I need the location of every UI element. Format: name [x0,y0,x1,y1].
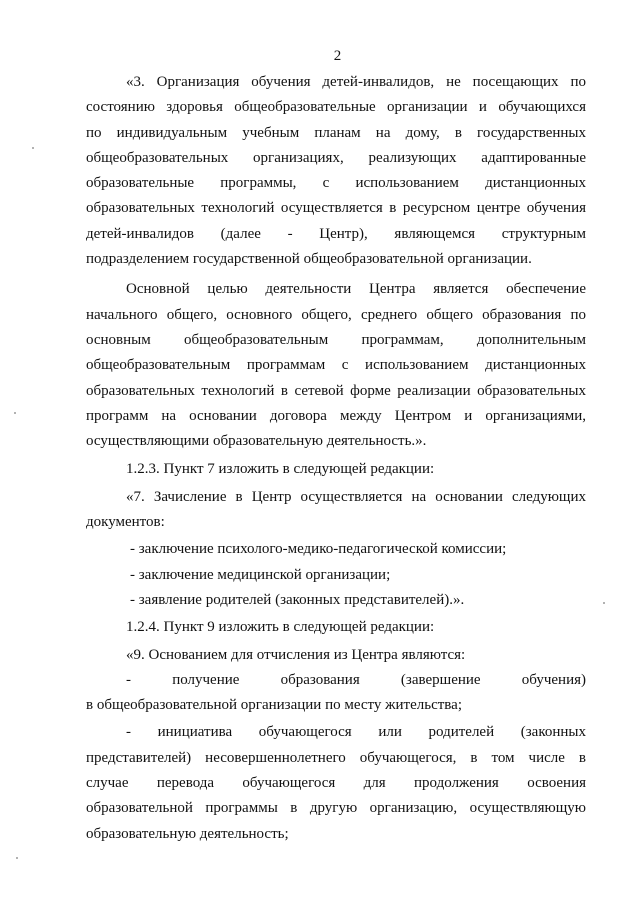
text-line: представителей) несовершеннолетнего обучающегося, в том числе в [86,749,586,766]
text-line: - инициатива обучающегося или родителей (законных [126,724,586,741]
text-line: осуществляющими образовательную деятельность.». [86,433,427,450]
text-line: - получение образования (завершение обучения) [126,671,586,688]
text-line: 1.2.3. Пункт 7 изложить в следующей редакции: [126,461,435,478]
text-line: образовательных технологий в сетевой форме реализации образовательных [86,382,586,399]
text-line: - заявление родителей (законных представителей).». [130,591,465,608]
text-line: - заключение психолого-медико-педагогической комиссии; [130,541,507,558]
text-line: начального общего, основного общего, среднего общего образования по [86,306,586,323]
text-line: детей-инвалидов (далее - Центр), являющемся структурным [86,225,586,242]
text-line: образовательных технологий осуществляется в ресурсном центре обучения [86,200,586,217]
scan-speck [32,147,34,149]
text-line: документов: [86,514,165,531]
text-line: основным общеобразовательным программам, дополнительным [86,331,586,348]
text-line: 1.2.4. Пункт 9 изложить в следующей редакции: [126,619,435,636]
text-line: случае перевода обучающегося для продолжения освоения [86,775,586,792]
text-line: образовательную деятельность; [86,825,289,842]
text-line: состоянию здоровья общеобразовательные организации и обучающихся [86,99,586,116]
text-line: общеобразовательным программам с использованием дистанционных [86,357,586,374]
text-line: «9. Основанием для отчисления из Центра являются: [126,646,466,663]
text-line: Основной целью деятельности Центра является обеспечение [126,281,586,298]
text-line: программ на основании договора между Центром и организациями, [86,407,586,424]
text-line: образовательной программы в другую организацию, осуществляющую [86,800,586,817]
text-line: в общеобразовательной организации по месту жительства; [86,697,462,714]
text-line: «3. Организация обучения детей-инвалидов, не посещающих по [126,74,586,90]
scan-speck [603,602,605,604]
text-line: по индивидуальным учебным планам на дому, в государственных [86,124,586,141]
text-line: образовательные программы, с использованием дистанционных [86,175,586,192]
document-body [86,70,586,847]
scan-speck [14,412,16,414]
text-line: - заключение медицинской организации; [130,566,391,583]
page-number: 2 [333,48,342,64]
scan-speck [16,857,18,859]
text-line: подразделением государственной общеобразовательной организации. [86,251,532,268]
text-line: «7. Зачисление в Центр осуществляется на основании следующих [126,488,586,505]
text-line: общеобразовательных организациях, реализующих адаптированные [86,149,586,166]
